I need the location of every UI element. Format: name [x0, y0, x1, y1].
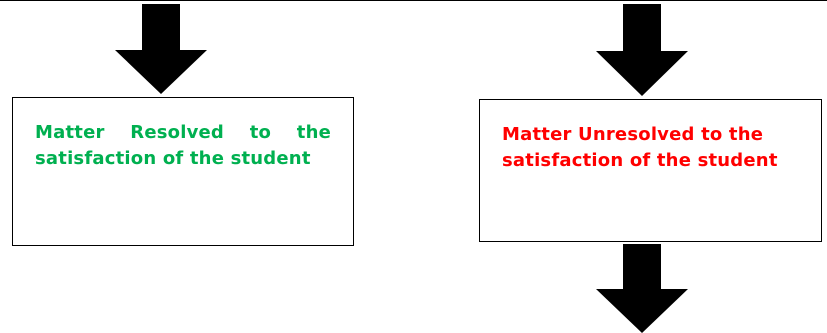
arrow-down-icon: [596, 244, 688, 333]
arrow-down-icon: [115, 4, 207, 94]
top-divider: [0, 0, 827, 1]
unresolved-box-text: Matter Unresolved to the satisfaction of the student: [502, 124, 778, 171]
unresolved-box: [479, 99, 822, 242]
resolved-box-text: Matter Resolved to the satisfaction of the student: [35, 122, 331, 169]
arrow-down-icon: [596, 4, 688, 96]
resolved-box: [12, 97, 354, 246]
